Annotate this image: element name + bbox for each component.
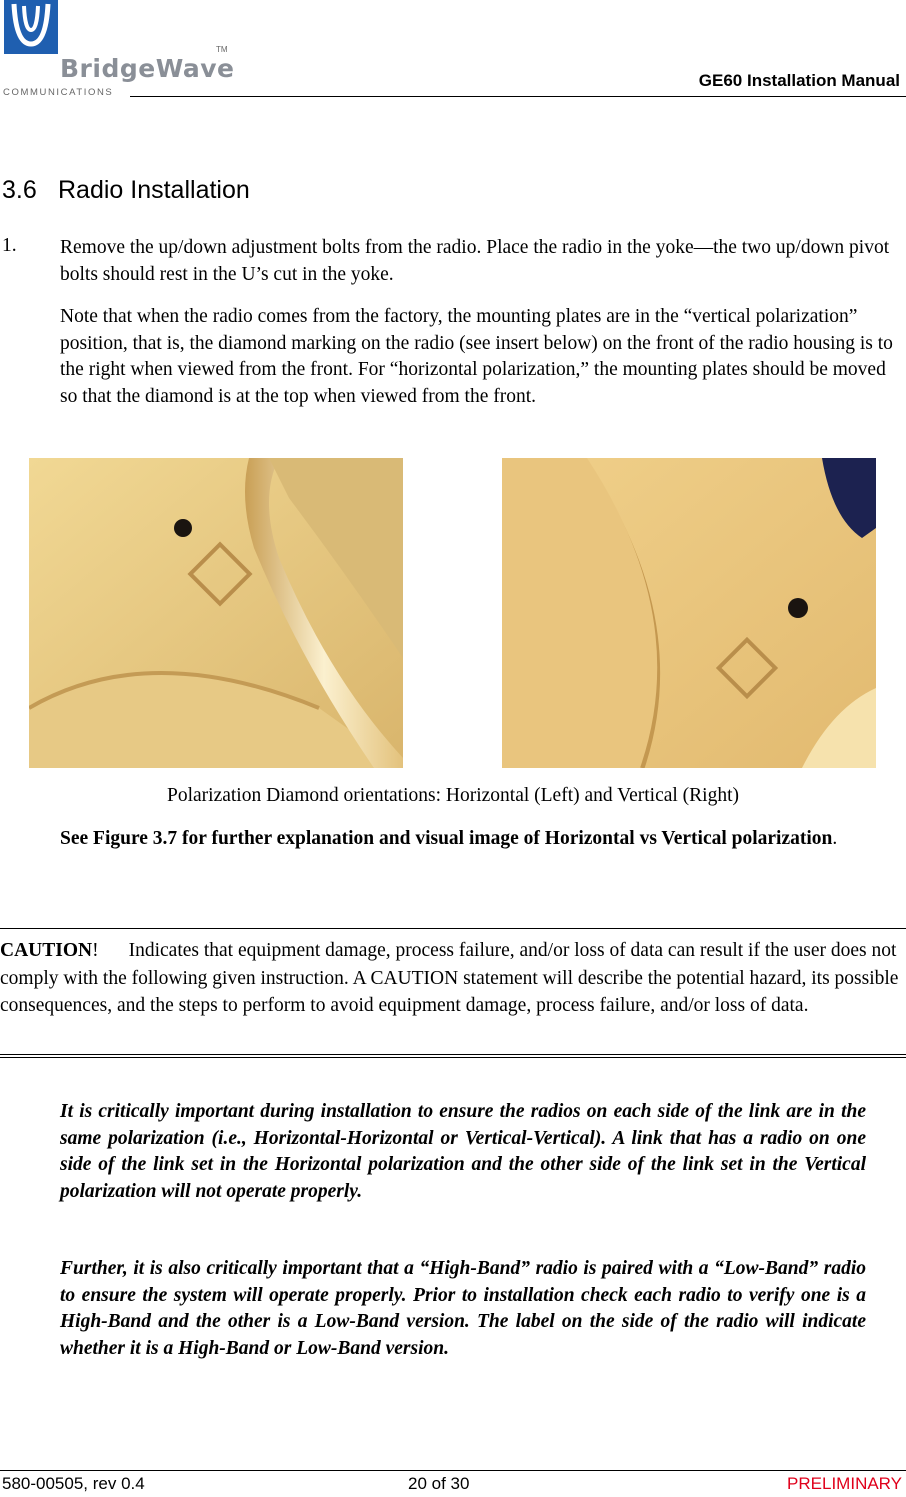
bridgewave-logo-icon	[4, 0, 58, 54]
caution-bottom-rule	[0, 1054, 906, 1055]
brand-name: BridgeWave	[60, 54, 235, 83]
header-divider	[130, 96, 906, 97]
band-pairing-warning: Further, it is also critically important that a “High-Band” radio is paired with a “Low-Band” radio to ensure the system will operate properly. Prior to installation check each radio to verify one is a High-Band and the other is a Low-Band version. The label on the side of the radio will indicate whether it is a High-Band or Low-Band version.	[60, 1258, 866, 1359]
footer-doc-number: 580-00505, rev 0.4	[2, 1474, 145, 1493]
caution-top-rule	[0, 928, 906, 929]
vertical-polarization-photo	[502, 458, 876, 768]
step-number: 1.	[2, 235, 17, 256]
horizontal-polarization-photo	[29, 458, 403, 768]
figure-reference	[60, 826, 900, 853]
document-title: GE60 Installation Manual	[698, 71, 900, 90]
section-title: Radio Installation	[58, 176, 250, 204]
caution-text: Indicates that equipment damage, process failure, and/or loss of data can result if the user does not comply with the following given instruction. A CAUTION statement will describe the potential hazard, its possible consequences, and the steps to perform to avoid equipment damage, process failure, and/or loss of data.	[0, 940, 899, 1016]
section-number: 3.6	[2, 176, 37, 204]
step-text: Remove the up/down adjustment bolts from the radio. Place the radio in the yoke—the two up/down pivot bolts should rest in the U’s cut in the yoke.	[60, 237, 890, 285]
brand-tagline: COMMUNICATIONS	[3, 87, 114, 98]
section-heading	[2, 176, 250, 205]
trademark-mark: TM	[216, 45, 228, 54]
footer-status: PRELIMINARY	[787, 1474, 902, 1493]
figure-reference-text: See Figure 3.7 for further explanation and visual image of Horizontal vs Vertical polarization	[60, 828, 833, 849]
caution-mark: !	[92, 940, 99, 961]
caution-label: CAUTION	[0, 940, 93, 961]
figure-caption	[0, 785, 906, 807]
caution-bottom-rule-double	[0, 1057, 906, 1058]
footer-divider	[0, 1470, 906, 1471]
step-note: Note that when the radio comes from the factory, the mounting plates are in the “vertical polarization” position, that is, the diamond marking on the radio (see insert below) on the front of the radio housing is to the right when viewed from the front. For “horizontal polarization,” the mounting plates should be moved so that the diamond is at the top when viewed from the front.	[60, 306, 893, 407]
polarization-warning: It is critically important during installation to ensure the radios on each side of the link are in the same polarization (i.e., Horizontal-Horizontal or Vertical-Vertical). A link that has a radio on one side of the link set in the Horizontal polarization and the other side of the link set in the Vertical polarization will not operate properly.	[60, 1101, 866, 1202]
caution-block	[0, 937, 906, 1020]
footer-page-number: 20 of 30	[408, 1474, 470, 1493]
figure-reference-period: .	[832, 828, 838, 849]
figure-caption-text: Polarization Diamond orientations: Horizontal (Left) and Vertical (Right)	[166, 785, 740, 806]
